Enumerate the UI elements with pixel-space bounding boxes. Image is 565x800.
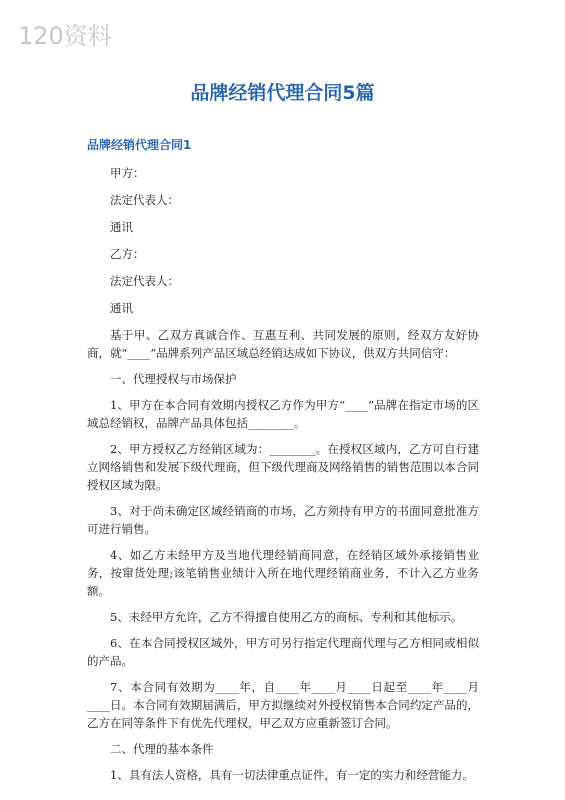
clause-7: 7、本合同有效期为____年，自____年____月____日起至____年____月____日。本合同有效期届满后，甲方拟继续对外授权销售本合同约定产品的，乙方在同等条件下有优先代理权，甲乙双方应重新签订合同。 bbox=[87, 680, 479, 730]
clause-6: 6、在本合同授权区域外，甲方可另行指定代理商代理与乙方相同或相似的产品。 bbox=[87, 636, 479, 668]
party-a-label: 甲方： bbox=[110, 166, 145, 180]
clause-4: 4、如乙方未经甲方及当地代理经销商同意，在经销区域外承接销售业务，按窜货处理;该笔销售业绩计入所在地代理经销商业务，不计入乙方业务额。 bbox=[87, 548, 479, 598]
document-body bbox=[87, 164, 479, 792]
clause-1: 1、甲方在本合同有效期内授权乙方作为甲方“____”品牌在指定市场的区域总经销权，品牌产品具体包括________。 bbox=[87, 398, 479, 430]
party-a-representative: 法定代表人： bbox=[110, 193, 179, 207]
clause-2: 2、甲方授权乙方经销区域为：________。在授权区域内，乙方可自行建立网络销售和发展下级代理商，但下级代理商及网络销售的销售范围以本合同授权区域为限。 bbox=[87, 442, 479, 492]
watermark: 120资料 bbox=[18, 22, 112, 50]
clause-3: 3、对于尚未确定区域经销商的市场，乙方须持有甲方的书面同意批准方可进行销售。 bbox=[87, 504, 479, 536]
heading-basic-conditions: 二、代理的基本条件 bbox=[110, 742, 214, 756]
preamble-paragraph: 基于甲、乙双方真诚合作、互惠互利、共同发展的原则，经双方友好协商，就“____”品牌系列产品区域总经销达成如下协议，供双方共同信守： bbox=[87, 328, 479, 360]
party-b-contact: 通讯 bbox=[110, 301, 133, 315]
section-title: 品牌经销代理合同1 bbox=[87, 138, 192, 152]
clause-5: 5、未经甲方允许，乙方不得擅自使用乙方的商标、专利和其他标示。 bbox=[110, 610, 463, 624]
party-b-label: 乙方： bbox=[110, 247, 145, 261]
condition-1: 1、具有法人资格，具有一切法律重点证件，有一定的实力和经营能力。 bbox=[110, 768, 474, 782]
party-a-contact: 通讯 bbox=[110, 220, 133, 234]
party-b-representative: 法定代表人： bbox=[110, 274, 179, 288]
heading-authorization: 一、代理授权与市场保护 bbox=[110, 372, 237, 386]
document-title: 品牌经销代理合同5篇 bbox=[190, 82, 375, 104]
